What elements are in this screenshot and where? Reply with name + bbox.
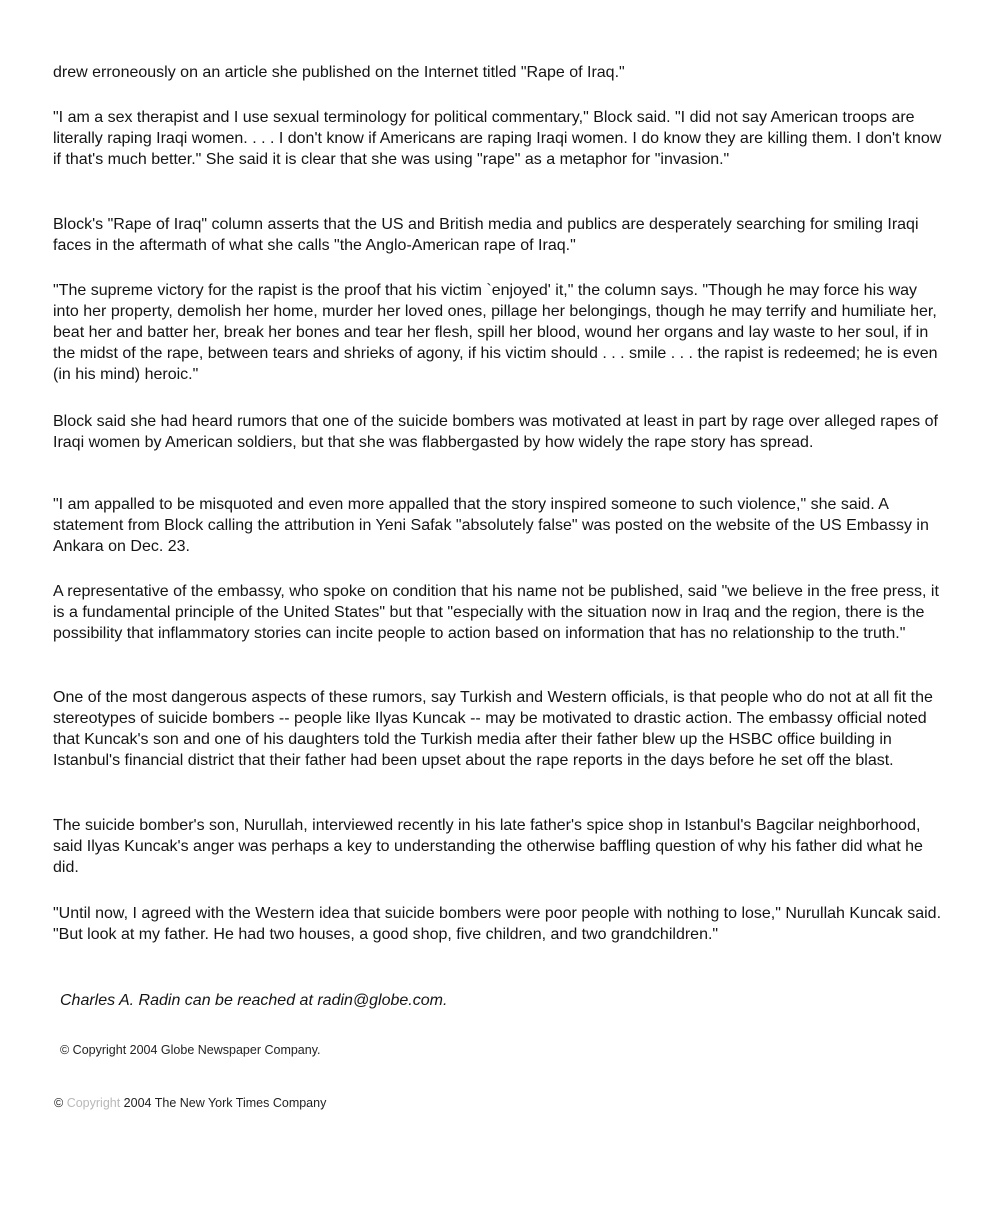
paragraph-7: A representative of the embassy, who spoke on condition that his name not be published, said "we believe in the free press, it is a fundamental principle of the United States" but that "especially with the situation now in Iraq and the region, there is the possibility that inflammatory stories can incite people to action based on information that has no relationship to the truth.": [53, 583, 939, 642]
author-byline: Charles A. Radin can be reached at radin@globe.com.: [60, 992, 448, 1009]
paragraph-9: The suicide bomber's son, Nurullah, interviewed recently in his late father's spice shop in Istanbul's Bagcilar neighborhood, said Ilyas Kuncak's anger was perhaps a key to understanding the otherwise baffling question of why his father did what he did.: [53, 817, 923, 876]
copyright-symbol: ©: [54, 1096, 64, 1110]
paragraph-8: One of the most dangerous aspects of these rumors, say Turkish and Western officials, is that people who do not at all fit the stereotypes of suicide bombers -- people like Ilyas Kuncak -- may be motivated to drastic action. The embassy official noted that Kuncak's son and one of his daughters told the Turkish media after their father blew up the HSBC office building in Istanbul's financial district that their father had been upset about the rape reports in the days before he set off the blast.: [53, 689, 933, 769]
paragraph-2: "I am a sex therapist and I use sexual terminology for political commentary," Block said. "I did not say American troops are literally raping Iraqi women. . . . I don't know if Americans are raping Iraqi women. I do know they are killing them. I don't know if that's much better." She said it is clear that she was using "rape" as a metaphor for "invasion.": [53, 109, 942, 168]
paragraph-10: "Until now, I agreed with the Western idea that suicide bombers were poor people with nothing to lose," Nurullah Kuncak said. "But look at my father. He had two houses, a good shop, five children, and two grandchildren.": [53, 905, 942, 943]
paragraph-3: Block's "Rape of Iraq" column asserts that the US and British media and publics are desperately searching for smiling Iraqi faces in the aftermath of what she calls "the Anglo-American rape of Iraq.": [53, 216, 919, 254]
globe-copyright-notice: © Copyright 2004 Globe Newspaper Company.: [60, 1043, 321, 1057]
paragraph-1: drew erroneously on an article she published on the Internet titled "Rape of Iraq.": [53, 64, 625, 81]
copyright-word-faded: Copyright: [66, 1096, 121, 1110]
copyright-holder: 2004 The New York Times Company: [120, 1096, 327, 1110]
nyt-copyright-notice: [54, 1095, 326, 1111]
paragraph-4: "The supreme victory for the rapist is the proof that his victim `enjoyed' it," the column says. "Though he may force his way into her property, demolish her home, murder her loved ones, pillage her belongings, though he may terrify and humiliate her, beat her and batter her, break her bones and tear her flesh, spill her blood, wound her organs and lay waste to her soul, if in the midst of the rape, between tears and shrieks of agony, if his victim should . . . smile . . . the rapist is redeemed; he is even (in his mind) heroic.": [53, 282, 938, 383]
paragraph-6: "I am appalled to be misquoted and even more appalled that the story inspired someone to such violence," she said. A statement from Block calling the attribution in Yeni Safak "absolutely false" was posted on the website of the US Embassy in Ankara on Dec. 23.: [53, 496, 929, 555]
paragraph-5: Block said she had heard rumors that one of the suicide bombers was motivated at least in part by rage over alleged rapes of Iraqi women by American soldiers, but that she was flabbergasted by how widely the rape story has spread.: [53, 413, 938, 451]
